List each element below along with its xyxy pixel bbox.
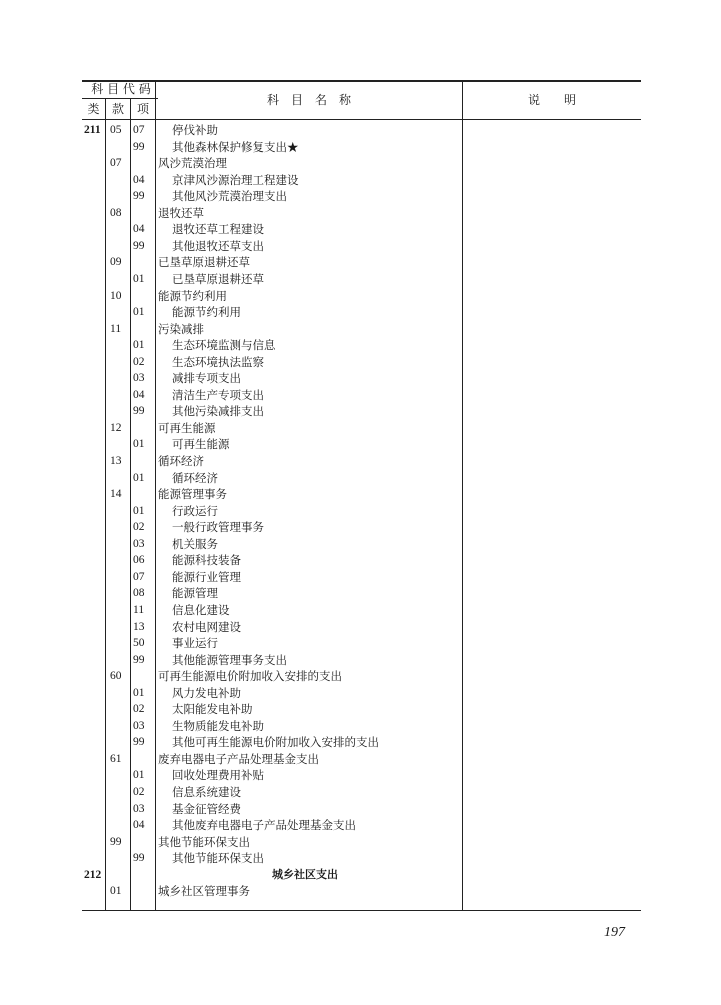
subject-name: 回收处理费用补贴 [172, 768, 264, 783]
subject-item-code: 02 [133, 786, 145, 798]
subject-section-code: 10 [110, 289, 122, 302]
table-row [82, 254, 641, 271]
table-row [82, 387, 641, 404]
table-row [82, 701, 641, 718]
table-row [82, 337, 641, 354]
header-kuan: 款 [111, 102, 124, 116]
table-row [82, 172, 641, 189]
subject-name: 可再生能源 [172, 437, 230, 452]
subject-item-code: 02 [133, 521, 145, 534]
subject-item-code: 03 [133, 372, 145, 385]
header-code-group: 科 目 代 码 [91, 82, 151, 96]
subject-section-code: 60 [110, 670, 122, 683]
table-row [82, 718, 641, 735]
table-bottom-rule [82, 910, 641, 911]
subject-name: 京津风沙源治理工程建设 [172, 172, 299, 187]
table-row [82, 205, 641, 222]
subject-name: 可再生能源 [158, 420, 216, 435]
table-row [82, 238, 641, 255]
table-row [82, 536, 641, 553]
subject-name: 其他污染减排支出 [172, 404, 264, 419]
subject-item-code: 04 [133, 173, 145, 186]
table-row [82, 734, 641, 751]
subject-name: 机关服务 [172, 536, 218, 551]
subject-name: 风力发电补助 [172, 685, 241, 700]
table-top-rule [82, 80, 641, 82]
subject-item-code: 03 [133, 802, 145, 815]
subject-item-code: 04 [133, 223, 145, 236]
subject-item-code: 02 [133, 703, 145, 716]
table-row [82, 635, 641, 652]
subject-name: 能源行业管理 [172, 569, 241, 584]
table-row [82, 503, 641, 520]
table-row [82, 867, 641, 884]
table-row [82, 470, 641, 487]
table-row [82, 619, 641, 636]
subject-item-code: 99 [133, 190, 145, 203]
subject-name: 其他风沙荒漠治理支出 [172, 189, 287, 204]
subject-name: 信息系统建设 [172, 785, 241, 799]
table-row [82, 221, 641, 238]
code-header-divider [82, 98, 158, 99]
subject-name: 一般行政管理事务 [172, 520, 264, 535]
subject-name: 其他森林保护修复支出★ [172, 139, 299, 154]
subject-section-code: 61 [110, 752, 122, 765]
table-row [82, 883, 641, 900]
header-lei: 类 [87, 102, 100, 116]
subject-name: 循环经济 [172, 470, 218, 485]
subject-item-code: 99 [133, 239, 145, 252]
subject-item-code: 03 [133, 719, 145, 732]
table-row [82, 304, 641, 321]
table-row [82, 354, 641, 371]
header-name: 科 目 名 称 [266, 93, 351, 107]
subject-item-code: 08 [133, 587, 145, 600]
subject-item-code: 99 [133, 653, 145, 666]
subject-name: 能源管理 [172, 586, 218, 601]
subject-item-code: 99 [133, 852, 145, 865]
subject-name: 信息化建设 [172, 602, 230, 617]
subject-item-code: 01 [133, 272, 145, 285]
subject-name: 太阳能发电补助 [172, 702, 253, 717]
table-row [82, 403, 641, 420]
table-row [82, 801, 641, 818]
table-row [82, 685, 641, 702]
subject-section-code: 99 [110, 835, 122, 848]
table-row [82, 139, 641, 156]
subject-item-code: 02 [133, 355, 145, 368]
subject-item-code: 04 [133, 388, 145, 401]
table-row [82, 652, 641, 669]
budget-subject-table [82, 80, 641, 911]
subject-name: 已垦草原退耕还草 [158, 255, 250, 270]
subject-item-code: 99 [133, 405, 145, 418]
subject-item-code: 01 [133, 504, 145, 517]
subject-name: 事业运行 [172, 636, 218, 651]
table-row [82, 486, 641, 503]
subject-name: 循环经济 [158, 454, 204, 468]
subject-name: 其他能源管理事务支出 [172, 652, 287, 667]
table-row [82, 271, 641, 288]
subject-name: 其他退牧还草支出 [172, 238, 264, 253]
table-row [82, 552, 641, 569]
table-row [82, 834, 641, 851]
subject-item-code: 13 [133, 620, 145, 633]
header-xiang: 项 [136, 102, 149, 116]
subject-name: 减排专项支出 [172, 371, 241, 386]
subject-section-code: 07 [110, 157, 122, 170]
subject-item-code: 01 [133, 471, 145, 484]
subject-name: 能源科技装备 [172, 553, 241, 568]
table-row [82, 420, 641, 437]
subject-item-code: 07 [133, 570, 145, 583]
subject-class-code: 211 [84, 124, 101, 136]
table-row [82, 321, 641, 338]
subject-section-code: 01 [110, 885, 122, 898]
subject-name: 行政运行 [172, 503, 218, 518]
subject-name: 城乡社区管理事务 [158, 884, 250, 899]
subject-section-code: 08 [110, 206, 122, 219]
subject-name: 退牧还草 [158, 205, 204, 220]
header-bottom-rule [82, 119, 641, 120]
subject-class-code: 212 [84, 868, 102, 881]
subject-name: 停伐补助 [172, 123, 218, 137]
subject-section-code: 11 [110, 322, 122, 335]
subject-item-code: 11 [133, 603, 145, 616]
subject-name: 其他可再生能源电价附加收入安排的支出 [172, 735, 379, 750]
subject-name: 其他节能环保支出 [158, 834, 250, 849]
subject-item-code: 07 [133, 124, 145, 136]
subject-name: 能源节约利用 [172, 305, 241, 320]
subject-item-code: 99 [133, 736, 145, 749]
subject-name: 已垦草原退耕还草 [172, 271, 264, 286]
subject-name: 风沙荒漠治理 [158, 156, 227, 171]
subject-item-code: 01 [133, 438, 145, 451]
subject-name: 基金征管经费 [172, 801, 241, 816]
subject-section-code: 09 [110, 256, 122, 269]
table-row [82, 817, 641, 834]
table-row [82, 453, 641, 470]
subject-item-code: 06 [133, 554, 145, 567]
table-row [82, 519, 641, 536]
subject-name: 清洁生产专项支出 [172, 387, 264, 402]
subject-section-code: 05 [110, 124, 122, 136]
table-row [82, 751, 641, 768]
page-number: 197 [604, 925, 625, 940]
table-row [82, 767, 641, 784]
table-row [82, 122, 641, 139]
subject-name: 其他节能环保支出 [172, 851, 264, 866]
table-row [82, 585, 641, 602]
subject-section-code: 12 [110, 421, 122, 434]
subject-name: 污染减排 [158, 321, 204, 336]
subject-item-code: 04 [133, 819, 145, 832]
subject-name: 废弃电器电子产品处理基金支出 [158, 751, 319, 766]
table-row [82, 288, 641, 305]
table-row [82, 850, 641, 867]
subject-name: 能源管理事务 [158, 487, 227, 502]
table-row [82, 784, 641, 801]
table-row [82, 668, 641, 685]
subject-name: 生物质能发电补助 [172, 718, 264, 733]
subject-name: 生态环境监测与信息 [172, 338, 276, 353]
subject-name: 能源节约利用 [158, 288, 227, 303]
subject-name: 可再生能源电价附加收入安排的支出 [158, 669, 342, 684]
subject-item-code: 01 [133, 769, 145, 782]
subject-name: 农村电网建设 [172, 619, 241, 634]
subject-item-code: 01 [133, 686, 145, 699]
subject-item-code: 03 [133, 537, 145, 550]
table-row [82, 602, 641, 619]
table-row [82, 436, 641, 453]
subject-section-code: 14 [110, 488, 122, 501]
subject-section-code: 13 [110, 455, 122, 467]
subject-name: 城乡社区支出 [272, 867, 338, 881]
subject-item-code: 01 [133, 339, 145, 352]
subject-name: 退牧还草工程建设 [172, 222, 264, 237]
header-description: 说 明 [527, 93, 576, 107]
subject-item-code: 99 [133, 140, 145, 153]
table-row [82, 188, 641, 205]
table-row [82, 370, 641, 387]
subject-name: 生态环境执法监察 [172, 354, 264, 369]
table-row [82, 155, 641, 172]
subject-name: 其他废弃电器电子产品处理基金支出 [172, 818, 356, 833]
subject-item-code: 01 [133, 306, 145, 319]
table-row [82, 569, 641, 586]
subject-item-code: 50 [133, 637, 145, 650]
